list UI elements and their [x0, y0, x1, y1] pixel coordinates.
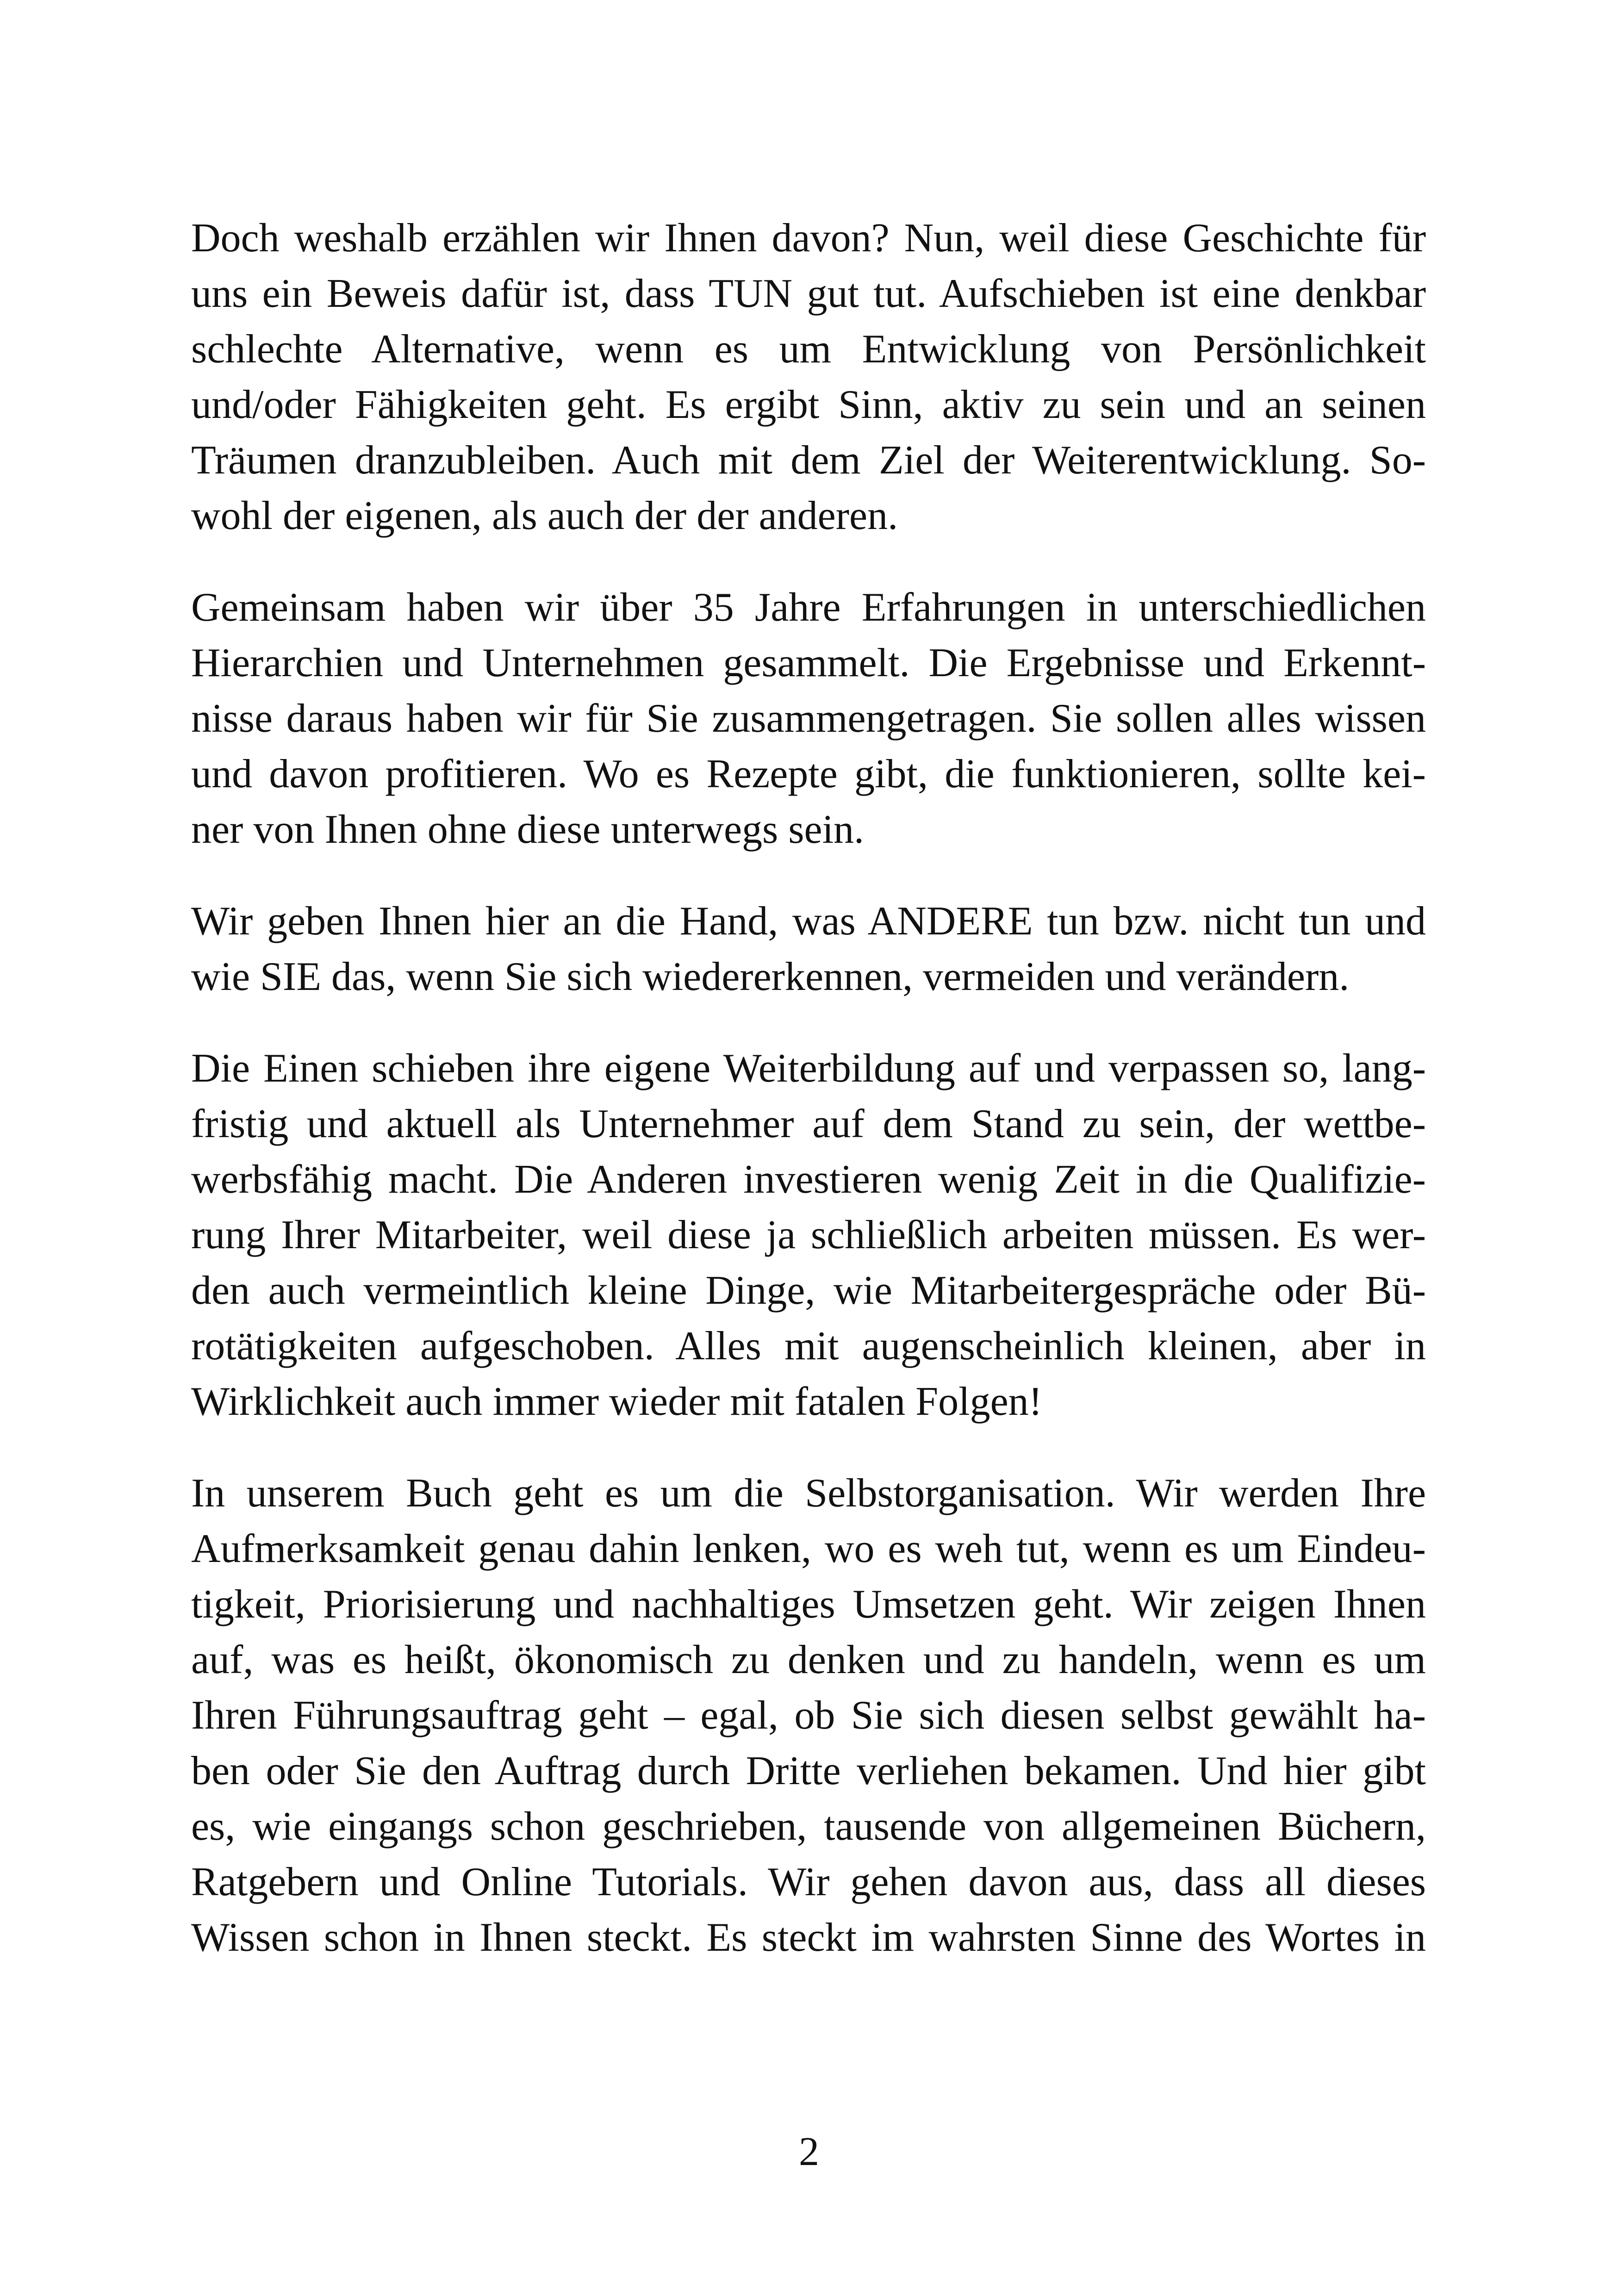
text-line: Hierarchien und Unternehmen gesammelt. Die Ergebnisse und Erkennt-	[191, 641, 1426, 685]
text-line: Gemeinsam haben wir über 35 Jahre Erfahrungen in unterschiedlichen	[191, 585, 1426, 630]
text-line: fristig und aktuell als Unternehmer auf dem Stand zu sein, der wettbe-	[191, 1101, 1426, 1146]
paragraph	[191, 211, 1426, 544]
paragraph	[191, 1466, 1426, 1966]
text-line: rotätigkeiten aufgeschoben. Alles mit augenscheinlich kleinen, aber in	[191, 1324, 1426, 1369]
text-line: uns ein Beweis dafür ist, dass TUN gut tut. Aufschieben ist eine denkbar	[191, 271, 1426, 316]
page-number: 2	[799, 2129, 819, 2174]
paragraph	[191, 1041, 1426, 1430]
body-text	[191, 211, 1426, 2002]
text-line: Ratgebern und Online Tutorials. Wir gehen davon aus, dass all dieses	[191, 1860, 1426, 1904]
text-line: den auch vermeintlich kleine Dinge, wie Mitarbeitergespräche oder Bü-	[191, 1268, 1426, 1313]
text-line: Die Einen schieben ihre eigene Weiterbildung auf und verpassen so, lang-	[191, 1046, 1426, 1091]
text-line: ner von Ihnen ohne diese unterwegs sein.	[191, 807, 865, 852]
text-line: wie SIE das, wenn Sie sich wiedererkennen, vermeiden und verändern.	[191, 954, 1350, 999]
text-line: Doch weshalb erzählen wir Ihnen davon? Nun, weil diese Geschichte für	[191, 216, 1426, 261]
paragraph	[191, 580, 1426, 858]
text-line: wohl der eigenen, als auch der der anderen.	[191, 493, 898, 538]
text-line: Wirklichkeit auch immer wieder mit fatalen Folgen!	[191, 1379, 1042, 1424]
text-line: Aufmerksamkeit genau dahin lenken, wo es weh tut, wenn es um Eindeu-	[191, 1526, 1426, 1571]
paragraph	[191, 894, 1426, 1005]
text-line: tigkeit, Priorisierung und nachhaltiges Umsetzen geht. Wir zeigen Ihnen	[191, 1582, 1426, 1627]
text-line: nisse daraus haben wir für Sie zusammengetragen. Sie sollen alles wissen	[191, 696, 1426, 741]
text-line: In unserem Buch geht es um die Selbstorganisation. Wir werden Ihre	[191, 1471, 1426, 1516]
text-line: Wissen schon in Ihnen steckt. Es steckt im wahrsten Sinne des Wortes in	[191, 1915, 1426, 1960]
text-line: Träumen dranzubleiben. Auch mit dem Ziel der Weiterentwicklung. So-	[191, 438, 1426, 483]
text-line: Wir geben Ihnen hier an die Hand, was ANDERE tun bzw. nicht tun und	[191, 899, 1426, 944]
text-line: schlechte Alternative, wenn es um Entwicklung von Persönlichkeit	[191, 327, 1426, 372]
text-line: werbsfähig macht. Die Anderen investieren wenig Zeit in die Qualifizie-	[191, 1157, 1426, 1202]
text-line: ben oder Sie den Auftrag durch Dritte verliehen bekamen. Und hier gibt	[191, 1748, 1426, 1793]
text-line: und davon profitieren. Wo es Rezepte gibt, die funktionieren, sollte kei-	[191, 752, 1426, 796]
text-line: und/oder Fähigkeiten geht. Es ergibt Sinn, aktiv zu sein und an seinen	[191, 382, 1426, 427]
text-line: es, wie eingangs schon geschrieben, tausende von allgemeinen Büchern,	[191, 1804, 1426, 1849]
text-line: auf, was es heißt, ökonomisch zu denken und zu handeln, wenn es um	[191, 1637, 1426, 1682]
text-line: rung Ihrer Mitarbeiter, weil diese ja schließlich arbeiten müssen. Es wer-	[191, 1213, 1426, 1257]
text-line: Ihren Führungsauftrag geht – egal, ob Sie sich diesen selbst gewählt ha-	[191, 1693, 1426, 1738]
